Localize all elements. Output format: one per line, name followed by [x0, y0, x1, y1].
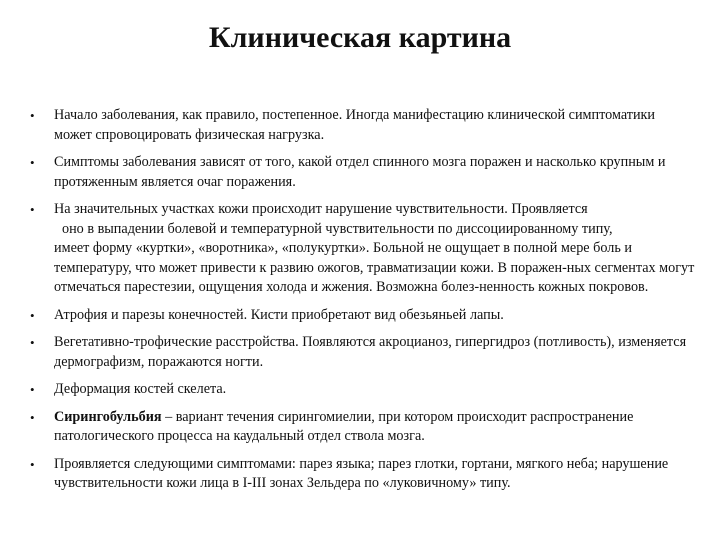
list-item-text: Проявляется следующими симптомами: парез языка; парез глотки, гортани, мягкого неба; нарушение чувствительности кожи лица в I-III зонах Зельдера по «луковичному» типу. [54, 455, 669, 491]
bullet-icon: • [30, 456, 35, 472]
slide-title: Клиническая картина [208, 21, 512, 54]
list-item [30, 153, 695, 192]
list-item-text [54, 408, 695, 447]
bullet-icon: • [30, 307, 35, 323]
list-item [30, 333, 695, 372]
list-item [30, 106, 695, 145]
list-item [30, 408, 695, 447]
list-item-text: Атрофия и парезы конечностей. Кисти приобретают вид обезьяньей лапы. [54, 306, 504, 323]
bullet-icon: • [30, 335, 35, 350]
bullet-icon: • [30, 409, 35, 425]
list-item [30, 380, 695, 400]
list-item-continuation: имеет форму «куртки», «воротника», «полукуртки». Больной не ощущает в полной мере боль и температуру, что может привести к развию ожогов, травматизации кожи. В поражен-ных сегментах могут отмечаться парестезии, ощущения холода и жжения. Возможна болез-ненность кожных покровов. [54, 240, 695, 295]
list-item-text: Вегетативно-трофические расстройства. Появляются акроцианоз, гипергидроз (потливость), изменяется дермографизм, поражаются ногти. [54, 334, 687, 370]
list-item [30, 200, 695, 298]
bullet-list [30, 106, 695, 502]
term-definition: – вариант течения сирингомиелии, при котором происходит распространение патологического процесса на каудальный отдел ствола мозга. [54, 408, 634, 444]
list-item-text: Деформация костей скелета. [54, 381, 227, 397]
list-item [30, 455, 695, 494]
bullet-icon: • [30, 108, 35, 123]
term-bold: Сирингобульбия [54, 408, 162, 425]
bullet-icon: • [30, 202, 35, 217]
list-item-text: На значительных участках кожи происходит нарушение чувствительности. Проявляется [54, 201, 588, 217]
list-item-text: Начало заболевания, как правило, постепенное. Иногда манифестацию клинической симптоматики может спровоцировать физическая нагрузка. [54, 107, 656, 143]
bullet-icon: • [30, 155, 35, 170]
list-item-text: Симптомы заболевания зависят от того, какой отдел спинного мозга поражен и насколько крупным и протяженным является очаг поражения. [54, 154, 666, 190]
bullet-icon: • [30, 382, 35, 397]
list-item-continuation: оно в выпадении болевой и температурной чувствительности по диссоциированному типу, [62, 220, 613, 237]
list-item [30, 306, 695, 326]
